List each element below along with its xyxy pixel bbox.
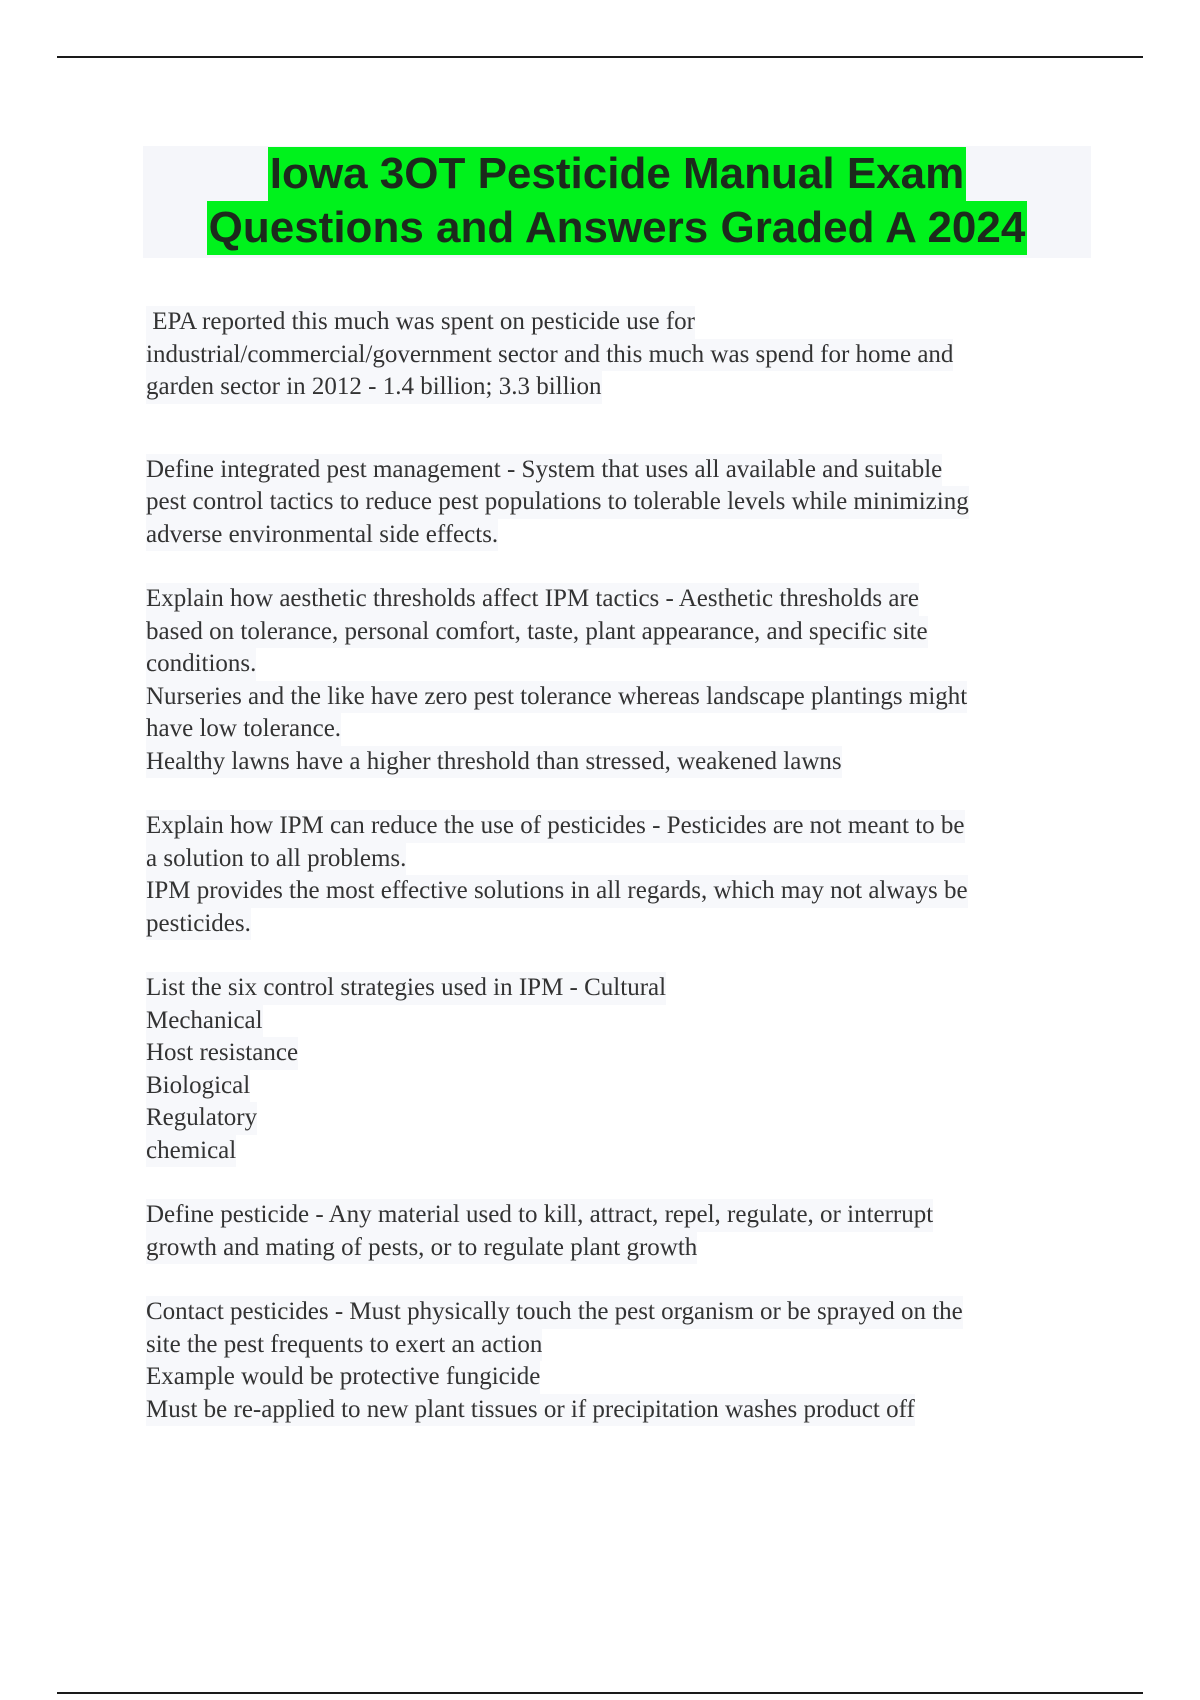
- qa-line: industrial/commercial/government sector and this much was spend for home and: [146, 339, 953, 372]
- qa-block: [146, 972, 1076, 1167]
- qa-line: pest control tactics to reduce pest populations to tolerable levels while minimizing: [146, 486, 969, 519]
- qa-line: Define pesticide - Any material used to kill, attract, repel, regulate, or interrupt: [146, 1199, 933, 1232]
- qa-line: growth and mating of pests, or to regulate plant growth: [146, 1232, 697, 1265]
- qa-line: Host resistance: [146, 1037, 298, 1070]
- qa-line: conditions.: [146, 648, 256, 681]
- qa-line: List the six control strategies used in IPM - Cultural: [146, 972, 666, 1005]
- qa-line: Explain how IPM can reduce the use of pesticides - Pesticides are not meant to be: [146, 810, 965, 843]
- title-line-2: Questions and Answers Graded A 2024: [207, 201, 1028, 255]
- qa-line: Nurseries and the like have zero pest tolerance whereas landscape plantings might: [146, 681, 967, 714]
- title-line-1: Iowa 3OT Pesticide Manual Exam: [268, 147, 966, 201]
- qa-block: [146, 1296, 1076, 1426]
- qa-line: Define integrated pest management - System that uses all available and suitable: [146, 454, 942, 487]
- bottom-rule: [57, 1692, 1143, 1694]
- qa-line: chemical: [146, 1135, 236, 1168]
- top-rule: [57, 56, 1143, 58]
- qa-line: have low tolerance.: [146, 713, 341, 746]
- qa-block: [146, 1199, 1076, 1264]
- qa-line: pesticides.: [146, 908, 251, 941]
- qa-line: Mechanical: [146, 1005, 263, 1038]
- qa-list: [146, 306, 1076, 1458]
- qa-line: Must be re-applied to new plant tissues or if precipitation washes product off: [146, 1394, 915, 1427]
- qa-line: EPA reported this much was spent on pesticide use for: [146, 306, 695, 339]
- qa-line: Biological: [146, 1070, 250, 1103]
- qa-block: [146, 454, 1076, 552]
- qa-line: a solution to all problems.: [146, 843, 406, 876]
- qa-line: Regulatory: [146, 1102, 257, 1135]
- qa-line: Example would be protective fungicide: [146, 1361, 540, 1394]
- qa-line: IPM provides the most effective solutions in all regards, which may not always be: [146, 875, 968, 908]
- qa-line: adverse environmental side effects.: [146, 519, 498, 552]
- qa-line: site the pest frequents to exert an action: [146, 1329, 542, 1362]
- qa-block: [146, 306, 1076, 404]
- qa-line: Explain how aesthetic thresholds affect IPM tactics - Aesthetic thresholds are: [146, 583, 919, 616]
- qa-line: Healthy lawns have a higher threshold than stressed, weakened lawns: [146, 746, 842, 779]
- qa-line: garden sector in 2012 - 1.4 billion; 3.3 billion: [146, 371, 602, 404]
- qa-line: based on tolerance, personal comfort, taste, plant appearance, and specific site: [146, 616, 928, 649]
- document-title: [143, 146, 1091, 258]
- qa-line: Contact pesticides - Must physically touch the pest organism or be sprayed on the: [146, 1296, 963, 1329]
- qa-block: [146, 583, 1076, 778]
- qa-block: [146, 810, 1076, 940]
